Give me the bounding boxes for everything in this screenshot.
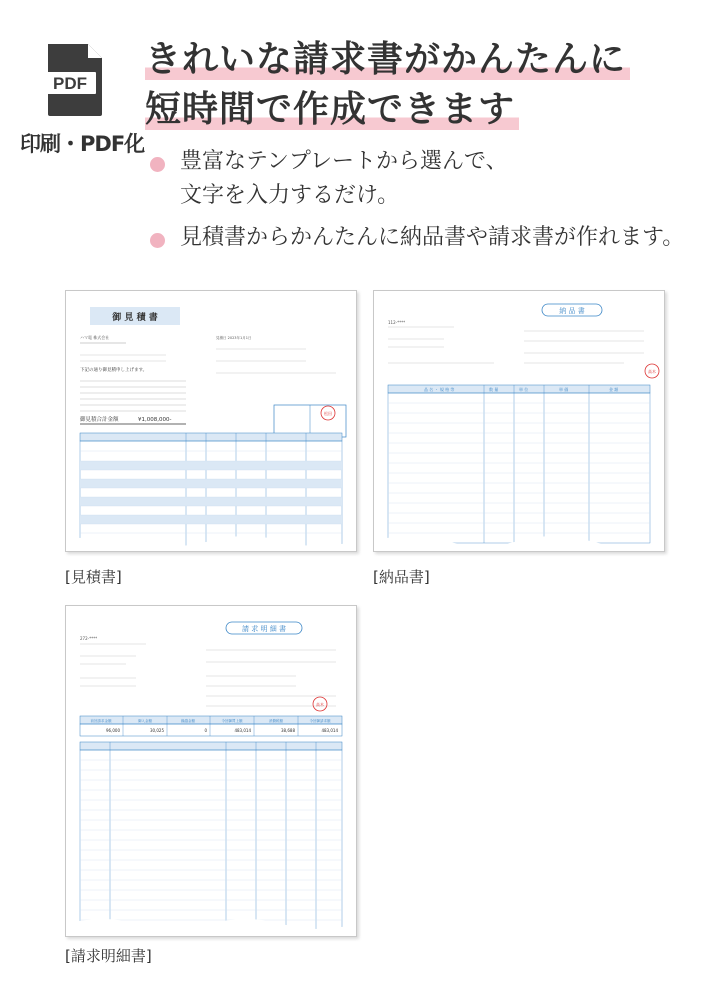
bullet-dot-icon — [150, 233, 165, 248]
invoice-summary-value: 0 — [204, 728, 207, 733]
feature-caption: 印刷・PDF化 — [20, 132, 145, 156]
invoice-seal: 高木 — [316, 702, 324, 707]
estimate-total-label: 御見積合計金額 — [80, 417, 119, 423]
pdf-file-icon — [44, 42, 106, 118]
delivery-col-price: 単 価 — [559, 387, 569, 392]
delivery-col-amount: 金 額 — [609, 387, 619, 392]
delivery-label: [納品書] — [373, 568, 430, 586]
invoice-summary-header: 消費税額 — [269, 719, 283, 723]
estimate-label: [見積書] — [65, 568, 122, 586]
bullet-item: 豊富なテンプレートから選んで、 文字を入力するだけ。 — [150, 145, 720, 213]
invoice-summary-value: 38,688 — [281, 728, 295, 733]
estimate-greeting: 下記の通り御見積申し上げます。 — [80, 368, 148, 373]
invoice-summary-header: 今回御買上額 — [221, 719, 243, 723]
invoice-title: 請 求 明 細 書 — [242, 625, 286, 633]
delivery-col-qty: 数 量 — [489, 387, 499, 392]
invoice-summary-header: 今回御請求額 — [309, 719, 331, 723]
svg-text:見積日 2023年1月1日: 見積日 2023年1月1日 — [216, 336, 252, 340]
feature-bullet-list — [150, 145, 720, 263]
delivery-seal: 高木 — [648, 369, 656, 374]
svg-text:272-****: 272-**** — [80, 636, 98, 641]
delivery-document-preview — [373, 290, 665, 552]
estimate-title: 御 見 積 書 — [112, 313, 158, 323]
svg-text:112-****: 112-**** — [388, 320, 406, 325]
invoice-summary-value: 96,000 — [106, 728, 120, 733]
headline-line-1: きれいな請求書がかんたんに — [145, 38, 630, 82]
invoice-summary-header: 御入金額 — [138, 719, 152, 723]
estimate-document-preview — [65, 290, 357, 552]
invoice-summary-value: 483,014 — [321, 728, 338, 733]
delivery-col-item: 品 名 ・ 規 格 等 — [424, 387, 455, 392]
invoice-summary-value: 30,025 — [150, 728, 164, 733]
pdf-icon-label: PDF — [53, 74, 87, 93]
invoice-summary-value: 483,014 — [234, 728, 251, 733]
estimate-client: ハマ電 株式会社 — [80, 335, 110, 340]
invoice-summary-header: 繰越金額 — [181, 719, 195, 723]
invoice-summary-header: 前回請求金額 — [90, 719, 112, 723]
bullet-dot-icon — [150, 157, 165, 172]
delivery-title: 納 品 書 — [559, 307, 585, 315]
delivery-col-unit: 単 位 — [519, 387, 529, 392]
invoice-document-preview — [65, 605, 357, 937]
estimate-total-value: ¥1,008,000- — [138, 417, 172, 423]
invoice-label: [請求明細書] — [65, 947, 152, 965]
bullet-item: 見積書からかんたんに納品書や請求書が作れます。 — [150, 221, 720, 255]
headline-line-2: 短時間で作成できます — [145, 88, 519, 132]
estimate-seal: 松田 — [324, 411, 332, 416]
